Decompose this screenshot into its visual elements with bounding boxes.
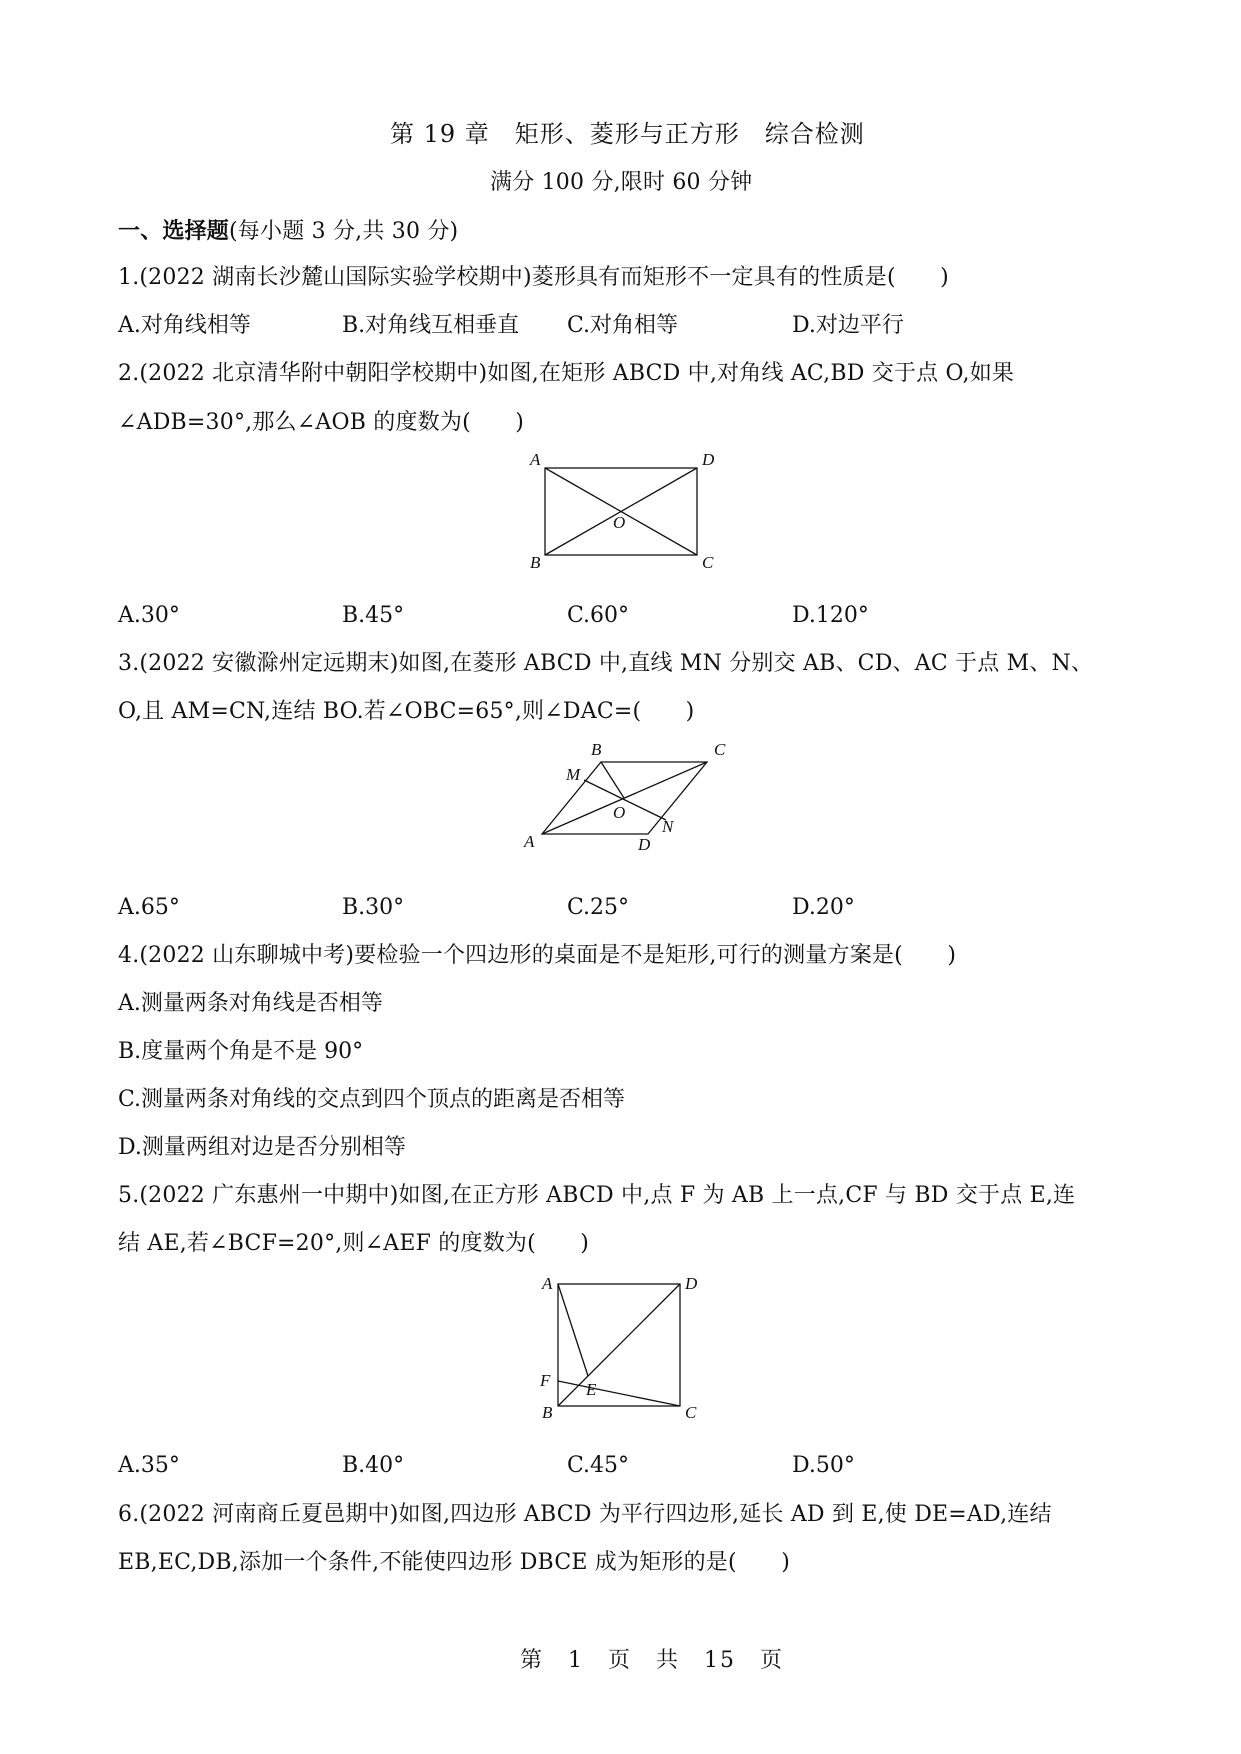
q3-label-b: B <box>591 740 602 759</box>
q3-segment-bo <box>601 762 624 798</box>
q5-option-c: C.45° <box>567 1453 630 1478</box>
q5-label-e: E <box>586 1380 597 1399</box>
q5-option-b: B.40° <box>342 1453 405 1478</box>
q3-label-n: N <box>662 817 674 836</box>
q3-label-c: C <box>714 740 726 759</box>
q2-label-b: B <box>530 553 541 572</box>
q4-option-c: C.测量两条对角线的交点到四个顶点的距离是否相等 <box>118 1087 626 1112</box>
q6-stem-line1: 6.(2022 河南商丘夏邑期中)如图,四边形 ABCD 为平行四边形,延长 AD 到 E,使 DE=AD,连结 <box>118 1502 1052 1527</box>
q3-stem-line2: O,且 AM=CN,连结 BO.若∠OBC=65°,则∠DAC=( ) <box>118 699 695 724</box>
q5-segment-cf <box>558 1381 680 1406</box>
page-title: 第 19 章 矩形、菱形与正方形 综合检测 <box>390 120 865 148</box>
q3-option-a: A.65° <box>118 895 180 920</box>
q1-option-a: A.对角线相等 <box>118 313 251 338</box>
q2-label-o: O <box>613 513 626 532</box>
q1-option-d: D.对边平行 <box>792 313 904 338</box>
q6-stem-line2: EB,EC,DB,添加一个条件,不能使四边形 DBCE 成为矩形的是( ) <box>118 1550 790 1575</box>
q4-option-a: A.测量两条对角线是否相等 <box>118 991 383 1016</box>
q2-option-c: C.60° <box>567 603 630 628</box>
section-heading <box>118 216 458 247</box>
q3-stem-line1: 3.(2022 安徽滁州定远期末)如图,在菱形 ABCD 中,直线 MN 分别交 AB、CD、AC 于点 M、N、 <box>118 651 1094 676</box>
q5-label-d: D <box>685 1274 698 1293</box>
q5-option-d: D.50° <box>792 1453 855 1478</box>
q5-label-b: B <box>542 1403 553 1422</box>
q5-stem-line1: 5.(2022 广东惠州一中期中)如图,在正方形 ABCD 中,点 F 为 AB 上一点,CF 与 BD 交于点 E,连 <box>118 1183 1076 1208</box>
section-heading-title: 一、选择题 <box>118 218 230 244</box>
q2-stem-line1: 2.(2022 北京清华附中朝阳学校期中)如图,在矩形 ABCD 中,对角线 AC,BD 交于点 O,如果 <box>118 361 1015 386</box>
q3-option-d: D.20° <box>792 895 855 920</box>
q5-figure-square <box>530 1268 710 1428</box>
q2-stem-line2: ∠ADB=30°,那么∠AOB 的度数为( ) <box>118 410 525 435</box>
q5-stem-line2: 结 AE,若∠BCF=20°,则∠AEF 的度数为( ) <box>118 1231 590 1256</box>
q3-label-a: A <box>524 832 535 851</box>
q2-option-b: B.45° <box>342 603 405 628</box>
q4-stem: 4.(2022 山东聊城中考)要检验一个四边形的桌面是不是矩形,可行的测量方案是( ) <box>118 943 957 968</box>
q3-label-o: O <box>613 803 626 822</box>
q5-label-f: F <box>540 1371 551 1390</box>
q4-option-b: B.度量两个角是不是 90° <box>118 1039 364 1064</box>
page-subtitle: 满分 100 分,限时 60 分钟 <box>490 170 753 195</box>
q3-option-b: B.30° <box>342 895 405 920</box>
q5-label-a: A <box>542 1274 553 1293</box>
q2-label-d: D <box>702 450 715 469</box>
q3-figure-rhombus <box>520 740 730 855</box>
q2-option-d: D.120° <box>792 603 869 628</box>
q1-option-c: C.对角相等 <box>567 313 679 338</box>
q5-label-c: C <box>685 1403 697 1422</box>
q1-stem: 1.(2022 湖南长沙麓山国际实验学校期中)菱形具有而矩形不一定具有的性质是( ) <box>118 265 949 290</box>
q2-label-c: C <box>702 553 714 572</box>
q4-option-d: D.测量两组对边是否分别相等 <box>118 1135 406 1160</box>
q2-figure-rectangle <box>520 445 720 573</box>
q2-label-a: A <box>530 450 541 469</box>
q1-option-b: B.对角线互相垂直 <box>342 313 520 338</box>
q2-option-a: A.30° <box>118 603 180 628</box>
q5-diagonal-bd <box>558 1284 680 1406</box>
q5-segment-ae <box>558 1284 588 1376</box>
q3-option-c: C.25° <box>567 895 630 920</box>
q5-option-a: A.35° <box>118 1453 180 1478</box>
section-heading-note: (每小题 3 分,共 30 分) <box>229 219 459 244</box>
q3-label-d: D <box>638 835 651 854</box>
page-footer: 第 1 页 共 15 页 <box>520 1648 784 1673</box>
q3-label-m: M <box>566 765 581 784</box>
